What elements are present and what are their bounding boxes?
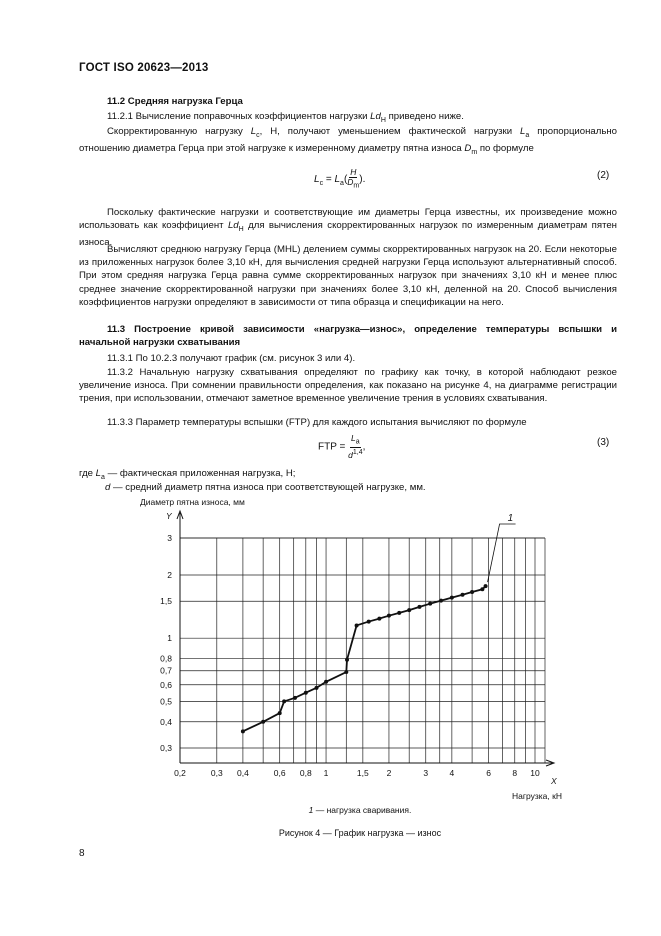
x-tick-label: 10 xyxy=(530,768,540,778)
load-wear-chart xyxy=(0,495,661,815)
equation-number-2: (2) xyxy=(597,170,610,181)
y-tick-label: 0,3 xyxy=(160,743,172,753)
data-point xyxy=(355,623,359,627)
data-point xyxy=(344,670,348,674)
paragraph-11-3-2: 11.3.2 Начальную нагрузку схватывания определяют по графику как точку, в которой наблюдают резкое увеличение износа. При сомнении правильности определения, как показано на рисунке 4, на диаграмме регистрации трения, при использовании, отмечают заметное временное увеличение трения в условиях схватывания. xyxy=(79,367,617,405)
paragraph-corrected-load: Скорректированную нагрузку $L_c$, Н, получают уменьшением фактической нагрузки $L_a$ пропорционально отношению диаметра Герца при этой нагрузке к измеренному диаметру пятна износа $D_m$ по формуле xyxy=(79,126,617,157)
y-tick-label: 0,8 xyxy=(160,653,172,664)
document-header: ГОСТ ISO 20623—2013 xyxy=(79,62,209,74)
x-tick-label: 0,8 xyxy=(299,768,312,778)
data-point xyxy=(470,590,474,594)
annotation-label: 1 xyxy=(507,513,514,524)
data-point xyxy=(417,605,421,609)
y-tick-label: 0,6 xyxy=(160,679,172,690)
section-11-3-title: 11.3 Построение кривой зависимости «нагрузка—износ», определение температуры вспышки и начальной нагрузки схватывания xyxy=(79,324,617,349)
y-axis-letter: Y xyxy=(166,511,172,521)
data-point xyxy=(324,680,328,684)
x-tick-label: 0,2 xyxy=(174,768,186,778)
data-point xyxy=(439,599,443,603)
y-tick-label: 0,4 xyxy=(160,716,172,727)
legend-note: 1 — нагрузка сваривания. xyxy=(308,805,412,815)
x-tick-label: 1,5 xyxy=(356,768,369,778)
page-number: 8 xyxy=(79,848,85,859)
data-point xyxy=(450,596,454,600)
formula-2: $L_c = L_a$( $\frac{H}{D_m}$ ). xyxy=(314,167,366,190)
y-tick-label: 3 xyxy=(167,533,172,543)
paragraph-11-2-1: 11.2.1 Вычисление поправочных коэффициентов нагрузки $Ld_H$ приведено ниже. xyxy=(107,111,464,124)
paragraph-since-known: Поскольку фактические нагрузки и соответствующие им диаметры Герца известны, их произведение можно использовать как коэффициент $Ld_H$ для вычисления скорректированных нагрузок по измеренным диаметрам пятен износа. xyxy=(79,207,617,249)
y-tick-label: 2 xyxy=(167,569,172,580)
y-tick-label: 0,7 xyxy=(160,665,172,676)
formula-3: FTP = $\frac{L_a}{d^{1,4}}$ , xyxy=(318,433,366,460)
data-point xyxy=(480,587,484,591)
x-tick-label: 3 xyxy=(423,768,429,778)
data-point xyxy=(241,729,245,733)
where-line-1: где $L_a$ — фактическая приложенная нагрузка, Н; xyxy=(79,468,296,481)
paragraph-11-3-3: 11.3.3 Параметр температуры вспышки (FTP) для каждого испытания вычисляют по формуле xyxy=(107,417,527,428)
x-tick-label: 2 xyxy=(386,768,392,778)
data-point xyxy=(293,696,297,700)
y-tick-label: 1 xyxy=(167,633,172,644)
data-point xyxy=(314,686,318,690)
data-point xyxy=(282,699,286,703)
y-tick-label: 1,5 xyxy=(160,596,172,607)
equation-number-3: (3) xyxy=(597,437,610,448)
data-point xyxy=(278,711,282,715)
data-point xyxy=(377,617,381,621)
data-point xyxy=(461,593,465,597)
data-point xyxy=(407,608,411,612)
section-11-2-title: 11.2 Средняя нагрузка Герца xyxy=(107,96,243,107)
y-axis-title: Диаметр пятна износа, мм xyxy=(140,497,245,507)
x-tick-label: 0,3 xyxy=(210,768,223,778)
x-tick-label: 4 xyxy=(449,768,455,778)
figure-caption: Рисунок 4 — График нагрузка — износ xyxy=(278,828,442,838)
data-point xyxy=(428,602,432,606)
data-point xyxy=(304,691,308,695)
data-point xyxy=(397,611,401,615)
data-point xyxy=(345,658,349,662)
paragraph-11-3-1: 11.3.1 По 10.2.3 получают график (см. рисунок 3 или 4). xyxy=(107,353,356,364)
data-point xyxy=(387,614,391,618)
x-tick-label: 0,6 xyxy=(273,768,286,778)
x-axis-letter: X xyxy=(551,776,557,786)
x-tick-label: 1 xyxy=(323,768,329,778)
x-tick-label: 8 xyxy=(512,768,518,778)
where-line-2: d — средний диаметр пятна износа при соответствующей нагрузке, мм. xyxy=(105,482,426,493)
paragraph-mhl: Вычисляют среднюю нагрузку Герца (MHL) делением суммы скорректированных нагрузок на 20. Если некоторые из приложенных нагрузок более 3,10 кН, для вычисления средней нагрузки Герца используют альтернативный способ. При этом средняя нагрузка Герца равна сумме скорректированных нагрузок при значениях 3,10 кН и менее плюс среднее значение скорректированной нагрузки при значениях более 3,10 кН, деленной на 20. Способ вычисления коэффициентов нагрузки определяют в зависимости от типа образца и спецификации на него. xyxy=(79,244,617,308)
x-tick-label: 0,4 xyxy=(236,768,249,778)
y-tick-label: 0,5 xyxy=(160,696,172,707)
x-axis-title: Нагрузка, кН xyxy=(512,791,562,801)
x-tick-label: 6 xyxy=(486,768,492,778)
annotation-leader xyxy=(488,524,516,582)
data-point xyxy=(261,720,265,724)
data-point xyxy=(367,620,371,624)
data-point xyxy=(484,584,488,588)
